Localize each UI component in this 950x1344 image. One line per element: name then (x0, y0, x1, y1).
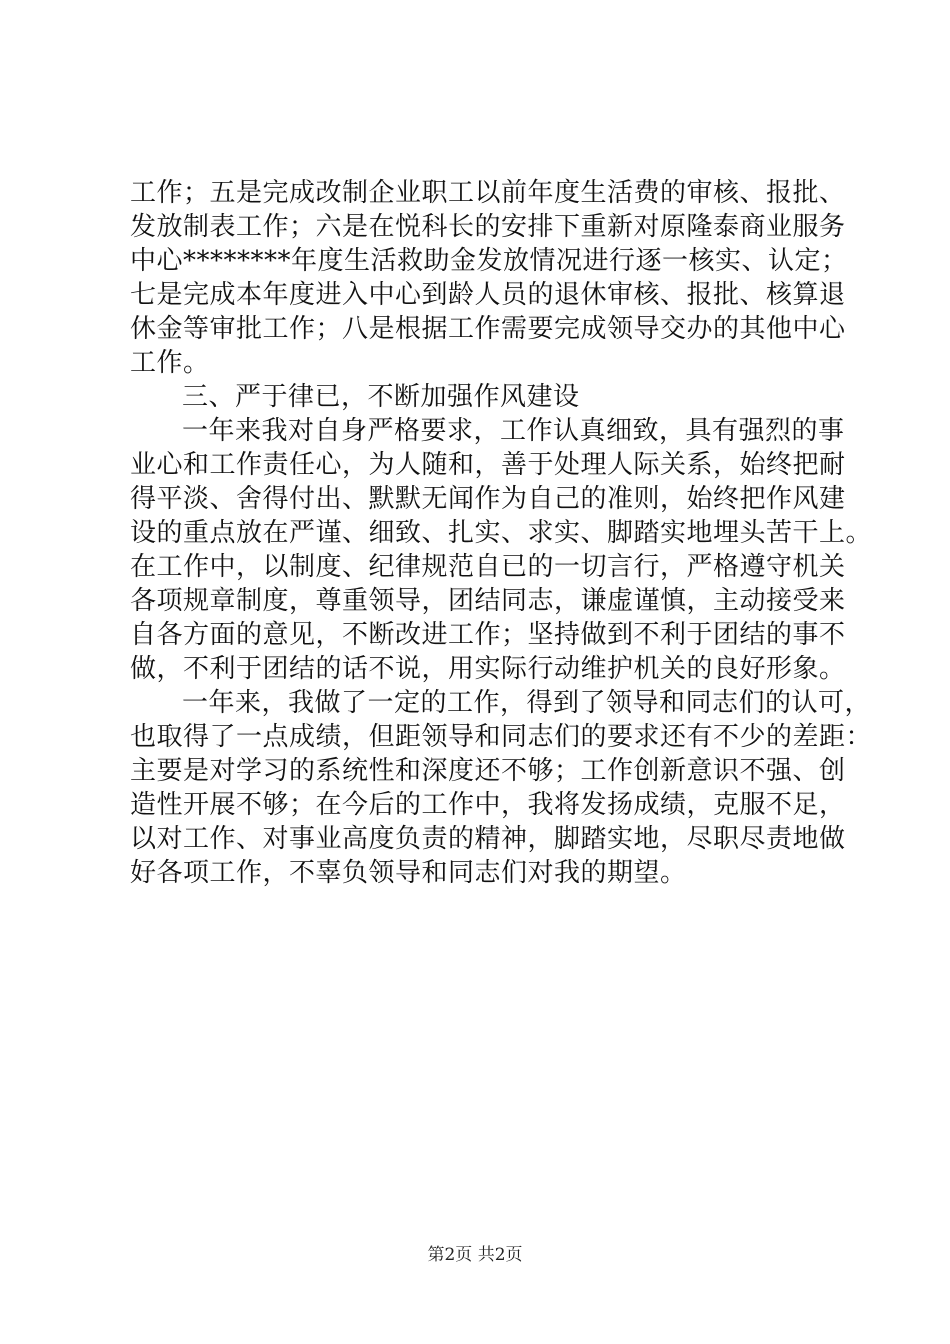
body-line: 业心和工作责任心，为人随和，善于处理人际关系，始终把耐 (130, 450, 846, 480)
body-line: 也取得了一点成绩，但距领导和同志们的要求还有不少的差距： (130, 722, 873, 752)
body-line: 得平淡、舍得付出、默默无闻作为自己的准则，始终把作风建 (130, 484, 846, 514)
body-line: 一年来，我做了一定的工作，得到了领导和同志们的认可， (182, 688, 872, 718)
body-line: 在工作中，以制度、纪律规范自已的一切言行，严格遵守机关 (130, 552, 846, 582)
body-line: 工作。 (130, 348, 210, 378)
section-heading: 三、严于律已，不断加强作风建设 (182, 382, 580, 412)
body-line: 好各项工作，不辜负领导和同志们对我的期望。 (130, 858, 687, 888)
body-line: 设的重点放在严谨、细致、扎实、求实、脚踏实地埋头苦干上。 (130, 518, 873, 548)
body-line: 做，不利于团结的话不说，用实际行动维护机关的良好形象。 (130, 654, 846, 684)
body-line: 发放制表工作；六是在悦科长的安排下重新对原隆泰商业服务 (130, 212, 846, 242)
body-line: 工作；五是完成改制企业职工以前年度生活费的审核、报批、 (130, 178, 846, 208)
body-line: 主要是对学习的系统性和深度还不够；工作创新意识不强、创 (130, 756, 846, 786)
body-line: 休金等审批工作；八是根据工作需要完成领导交办的其他中心 (130, 314, 846, 344)
body-line: 中心********年度生活救助金发放情况进行逐一核实、认定； (130, 246, 848, 276)
document-body (130, 176, 873, 890)
page-number: 第2页 共2页 (427, 1245, 523, 1265)
body-line: 各项规章制度，尊重领导，团结同志，谦虚谨慎，主动接受来 (130, 586, 846, 616)
body-line: 七是完成本年度进入中心到龄人员的退休审核、报批、核算退 (130, 280, 846, 310)
body-line: 一年来我对自身严格要求，工作认真细致，具有强烈的事 (182, 416, 845, 446)
body-line: 自各方面的意见，不断改进工作；坚持做到不利于团结的事不 (130, 620, 846, 650)
body-line: 造性开展不够；在今后的工作中，我将发扬成绩，克服不足， (130, 790, 846, 820)
body-line: 以对工作、对事业高度负责的精神，脚踏实地，尽职尽责地做 (130, 824, 846, 854)
page-footer (0, 1244, 950, 1266)
